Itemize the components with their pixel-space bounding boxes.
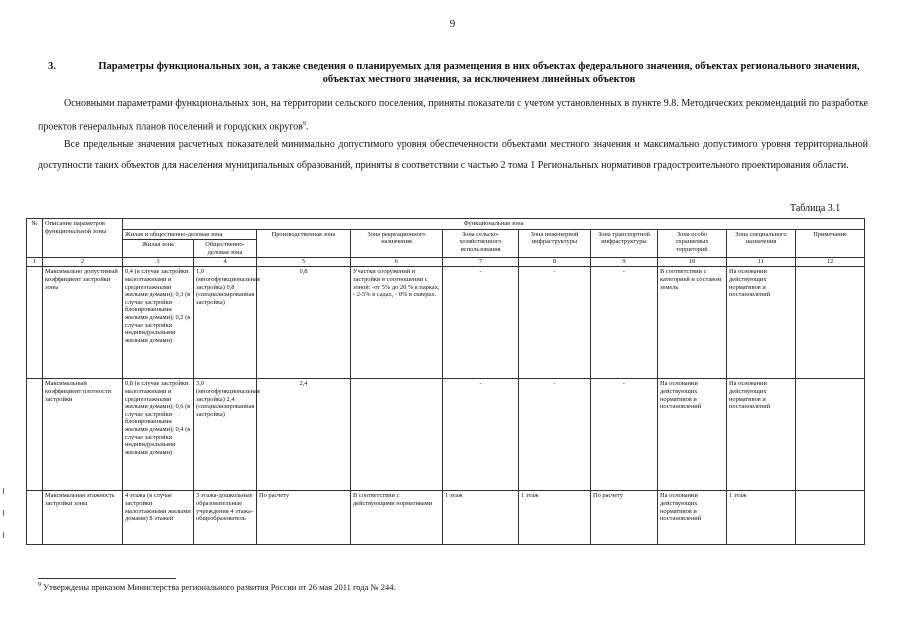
cell-agri: - [443,267,519,379]
cell-note [796,379,865,491]
scan-mark [3,488,4,494]
section-number: 3. [48,61,56,72]
paragraph-1-end: . [305,121,309,133]
section-title: Параметры функциональных зон, а также сведения о планируемых для размещения в них объектах федерального значения, объектах регионального значения, объектах местного значения, за исключением линейных объектов [98,61,860,85]
table-row-coverage [27,267,865,379]
paragraph-1 [38,93,868,137]
cell-param: Максимально допустимый коэффициент застройки зоны [43,267,123,379]
footnote-text: Утверждены приказом Министерства регионального развития России от 26 мая 2011 года № 244. [41,582,396,592]
footnote-ref[interactable]: 9 [302,121,306,127]
col-number: 9 [591,258,658,267]
cell-public: 3 этажа-дошкольные образовательные учреждения 4 этажа-общеобразователь [194,491,257,545]
cell-public: 1,0 (многофункциональная застройка) 0,8 (специализированная застройка) [194,267,257,379]
table-row-density [27,379,865,491]
col-number: 8 [519,258,591,267]
header-public: Общественно-деловая зона [194,240,257,258]
col-number: 3 [123,258,194,267]
header-protected: Зона особо охраняемых территорий [658,229,727,258]
cell-special: 1 этаж [727,491,796,545]
parameters-table [26,218,865,545]
cell-residential: 4 этажа (в случае застройки малоэтажными жилыми домами) 8 этажей [123,491,194,545]
cell-note [796,267,865,379]
header-recreation: Зона рекреационного назначения [351,229,443,258]
header-note: Примечание [796,229,865,258]
cell-param: Максимальный коэффициент плотности застройки [43,379,123,491]
section-heading [40,60,870,86]
paragraph-2 [38,134,868,176]
cell-engineering: - [519,379,591,491]
footnote-mark: 9 [38,582,41,589]
header-residential: Жилая зона [123,240,194,258]
cell-residential: 0,4 (в случае застройки малоэтажными и среднеэтажными жилыми домами); 0,3 (в случае застройки блокированными жилыми домами); 0,2 (в случае застройки индивидуальными жилыми домами) [123,267,194,379]
header-functional-zone: Функциональная зона [123,219,865,230]
cell-protected: На основании действующих нормативов и постановлений [658,491,727,545]
col-number: 6 [351,258,443,267]
header-residential-group: Жилая и общественно-деловая зона [123,229,257,240]
col-number: 2 [43,258,123,267]
paragraph-2-text: Все предельные значения расчетных показателей минимально допустимого уровня обеспеченности объектами местного значения и максимально допустимого уровня территориальной доступности таких объектов для населения муниципальных образований, приняты в соответствии с частью 2 тома 1 Региональных нормативов градостроительного проектирования области. [38,139,868,171]
cell-no [27,491,43,545]
cell-transport: - [591,267,658,379]
table-caption: Таблица 3.1 [790,203,841,214]
header-engineering: Зона инженерной инфраструктуры [519,229,591,258]
header-row-2 [27,229,865,240]
header-special: Зона специального назначения [727,229,796,258]
cell-industrial: 2,4 [257,379,351,491]
col-number: 12 [796,258,865,267]
header-transport: Зона транспортной инфраструктуры [591,229,658,258]
footnote-divider [38,578,176,579]
cell-special: На основании действующих нормативов и постановлений [727,379,796,491]
cell-engineering: 1 этаж [519,491,591,545]
header-param: Описание параметров функциональной зоны [43,219,123,258]
col-number: 7 [443,258,519,267]
cell-recreation: Участки сооружений и застройки в соотношении с зоной: -от 5% до 20 % в парках, - 2-5% в садах, - 0% в скверах. [351,267,443,379]
col-number: 5 [257,258,351,267]
cell-industrial: По расчету [257,491,351,545]
cell-transport: По расчету [591,491,658,545]
cell-agri: 1 этаж [443,491,519,545]
scan-mark [3,532,4,538]
cell-recreation: В соответствии с действующими нормативами [351,491,443,545]
col-number: 11 [727,258,796,267]
table-row-floors [27,491,865,545]
cell-protected: На основании действующих нормативов и постановлений [658,379,727,491]
cell-param: Максимальная этажность застройки зоны [43,491,123,545]
cell-recreation [351,379,443,491]
cell-industrial: 0,8 [257,267,351,379]
cell-no [27,379,43,491]
paragraph-1-text: Основными параметрами функциональных зон, на территории сельского поселения, приняты показатели с учетом установленных в пункте 9.8. Методических рекомендаций по разработке проектов генеральных планов поселений и городских округов [38,98,868,133]
header-no: № [27,219,43,258]
cell-protected: В соответствии с категорией и составом земель [658,267,727,379]
scan-mark [3,510,4,516]
cell-residential: 0,8 (в случае застройки малоэтажными и среднеэтажными жилыми домами); 0,6 (в случае застройки блокированными жилыми домами); 0,4 (в случае застройки индивидуальными жилыми домами) [123,379,194,491]
cell-no [27,267,43,379]
cell-public: 3,0 (многофункциональная застройка) 2,4 (специализированная застройка) [194,379,257,491]
cell-engineering: - [519,267,591,379]
col-number: 1 [27,258,43,267]
col-number: 4 [194,258,257,267]
cell-special: На основании действующих нормативов и постановлений [727,267,796,379]
header-industrial: Производственная зона [257,229,351,258]
col-number: 10 [658,258,727,267]
footnote [38,582,396,592]
cell-agri: - [443,379,519,491]
header-agri: Зона сельско-хозяйственного использования [443,229,519,258]
page-number: 9 [449,18,456,30]
header-row-1 [27,219,865,230]
column-number-row [27,258,865,267]
cell-note [796,491,865,545]
cell-transport: - [591,379,658,491]
